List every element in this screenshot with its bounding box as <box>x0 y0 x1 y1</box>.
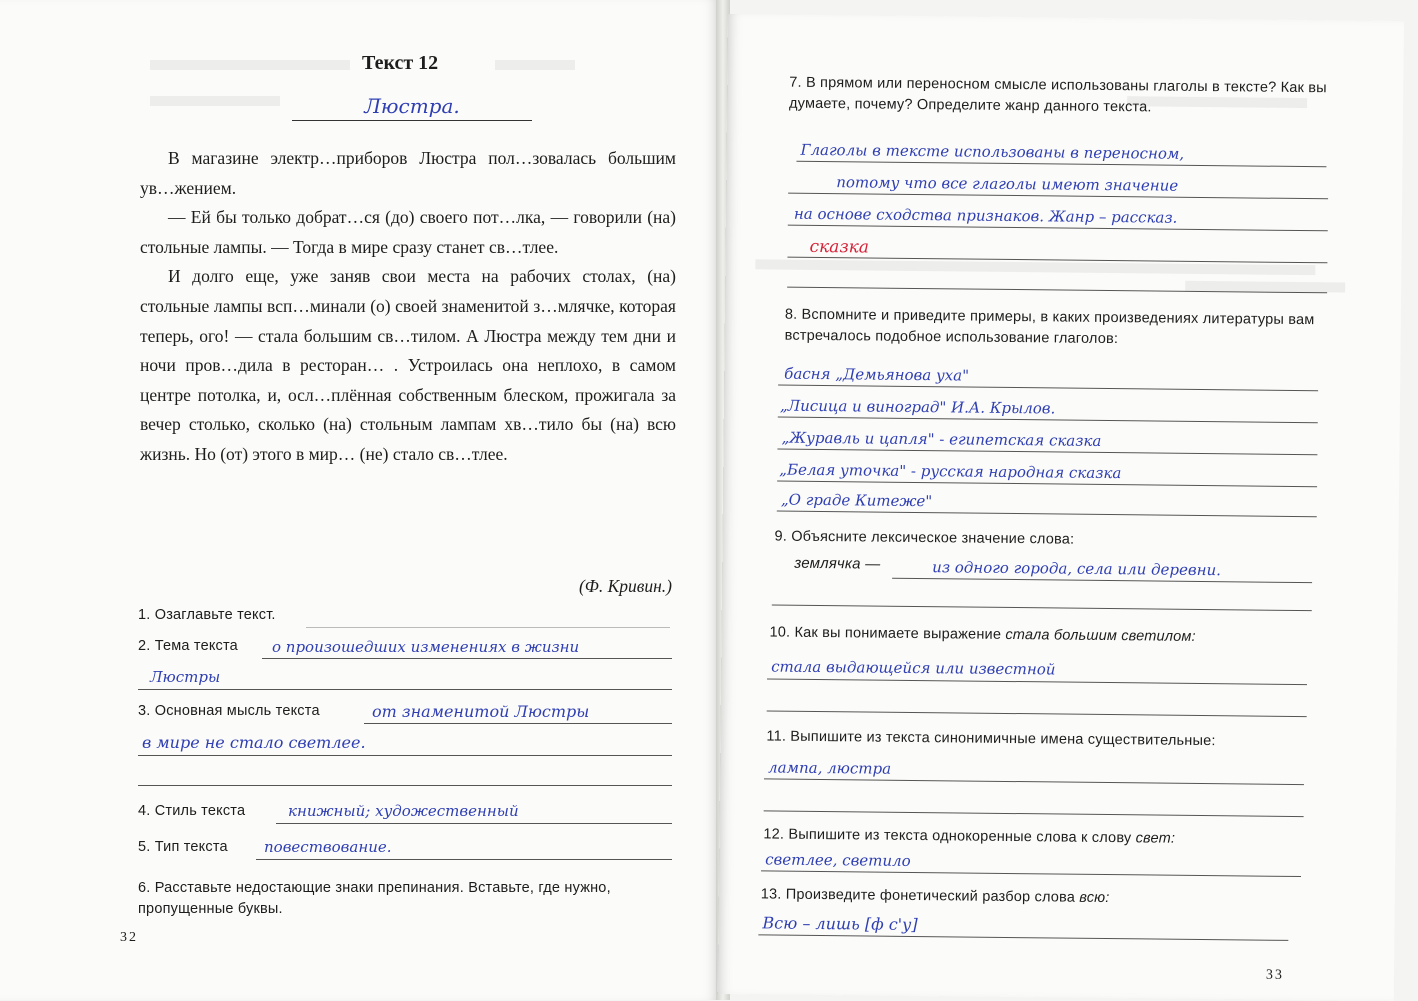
question-1: 1. Озаглавьте текст. <box>138 607 276 623</box>
answer-8-item: басня „Демьянова уха" <box>784 364 970 385</box>
question-7: 7. В прямом или переносном смысле использованы глаголы в тексте? Как вы думаете, почему? Определите жанр данного текста. <box>788 74 1327 116</box>
answer-line <box>306 627 670 628</box>
question-4: 4. Стиль текста <box>138 803 246 819</box>
bleed-through <box>150 60 350 70</box>
answer-8-item: „Белая уточка" - русская народная сказка <box>779 460 1122 483</box>
answer-11: лампа, люстра <box>768 758 892 778</box>
answer-line <box>778 417 1318 424</box>
title-answer: Люстра. <box>364 94 460 118</box>
bleed-through <box>495 60 575 70</box>
bleed-through <box>150 96 280 106</box>
question-10-text: 10. Как вы понимаете выражение <box>769 624 1002 643</box>
question-3: 3. Основная мысль текста <box>138 703 320 719</box>
question-2: 2. Тема текста <box>138 638 238 654</box>
answer-line <box>138 755 672 756</box>
answer-line <box>262 658 672 659</box>
question-13-word: всю: <box>1079 889 1110 907</box>
page-number-left: 32 <box>120 930 138 945</box>
answer-line <box>761 870 1301 877</box>
question-9-word: землячка — <box>794 554 881 573</box>
answer-7-line-1: Глаголы в тексте использованы в переносном, <box>800 140 1185 163</box>
answer-line <box>276 823 672 824</box>
question-12-text: 12. Выпишите из текста однокоренные слова к слову <box>763 826 1132 847</box>
right-page <box>718 14 1404 1001</box>
question-12-word: свет: <box>1135 830 1176 847</box>
answer-8-item: „Журавль и цапля" - египетская сказка <box>781 428 1102 450</box>
answer-line <box>777 481 1317 488</box>
answer-7-line-3: на основе сходства признаков. Жанр – рассказ. <box>793 204 1178 227</box>
question-12 <box>763 826 1175 846</box>
answer-9: из одного города, села или деревни. <box>932 558 1222 580</box>
answer-line <box>777 511 1317 518</box>
story-text <box>140 144 676 470</box>
answer-line <box>767 710 1307 717</box>
answer-7-line-2: потому что все глаголы имеют значение <box>836 173 1179 195</box>
question-8: 8. Вспомните и приведите примеры, в каких произведениях литературы вам встречалось подобное использование глаголов: <box>784 306 1315 348</box>
story-paragraph-1: В магазине электр…приборов Люстра пол…зовалась большим ув…жением. <box>140 148 676 198</box>
answer-line <box>138 785 672 786</box>
answer-line <box>767 678 1307 685</box>
answer-7-genre: сказка <box>809 236 870 258</box>
question-6: 6. Расставьте недостающие знаки препинания. Вставьте, где нужно, пропущенные буквы. <box>138 880 611 917</box>
answer-line <box>778 385 1318 392</box>
answer-line <box>256 859 672 860</box>
title-answer-line <box>292 94 532 121</box>
answer-2-line-2: Люстры <box>150 668 221 686</box>
answer-line <box>772 604 1312 611</box>
story-paragraph-2: — Ей бы только добрат…ся (до) своего пот…лка, — говорили (на) стольные лампы. — Тогда в мире сразу станет св…тлее. <box>140 207 676 257</box>
answer-12: светлее, светило <box>765 850 911 870</box>
text-title: Текст 12 <box>362 52 439 74</box>
answer-line <box>764 810 1304 817</box>
answer-line <box>364 723 672 724</box>
page-number-right: 33 <box>1265 967 1285 983</box>
question-11: 11. Выпишите из текста синонимичные имена существительные: <box>766 728 1216 750</box>
question-9: 9. Объясните лексическое значение слова: <box>774 528 1075 548</box>
answer-line <box>764 778 1304 785</box>
answer-4: книжный; художественный <box>288 802 519 820</box>
answer-10: стала выдающейся или известной <box>771 657 1056 679</box>
answer-line <box>788 225 1328 232</box>
answer-3-line-2: в мире не стало светлее. <box>142 733 366 752</box>
question-5: 5. Тип текста <box>138 839 228 855</box>
question-10 <box>769 624 1195 644</box>
story-author: (Ф. Кривин.) <box>578 576 672 596</box>
answer-line <box>777 449 1317 456</box>
question-13 <box>761 886 1110 906</box>
answer-13: Всю – лишь [ф с'у] <box>762 913 918 935</box>
answer-line <box>796 161 1326 168</box>
answer-line <box>138 689 672 690</box>
story-paragraph-3: И долго еще, уже заняв свои места на рабочих столах, (на) стольные лампы всп…минали (о) своей знаменитой з…млячке, которая теперь, ого! — стала большим св…тилом. А Люстра между тем дни и ночи пров…дила в ресторан… . Устроилась она неплохо, в самом центре потолка, и, осл…плённая собственным блеском, прожигала за вечер столько, сколько (на) стольным лампам хв…тило бы (на) всю жизнь. Но (от) этого в мир… (не) стало св…тлее. <box>140 266 676 464</box>
answer-8-item: „О граде Китеже" <box>780 490 933 511</box>
answer-8-item: „Лисица и виноград" И.А. Крылов. <box>779 396 1056 418</box>
answer-3-line-1: от знаменитой Люстры <box>372 702 590 721</box>
question-13-text: 13. Произведите фонетический разбор слова <box>760 886 1076 906</box>
answer-line <box>758 934 1288 941</box>
answer-5: повествование. <box>264 838 392 856</box>
answer-line <box>788 193 1328 200</box>
answer-2-line-1: о произошедших изменениях в жизни <box>272 638 580 656</box>
question-10-phrase: стала большим светилом: <box>1005 626 1196 645</box>
answer-line <box>892 578 1312 583</box>
